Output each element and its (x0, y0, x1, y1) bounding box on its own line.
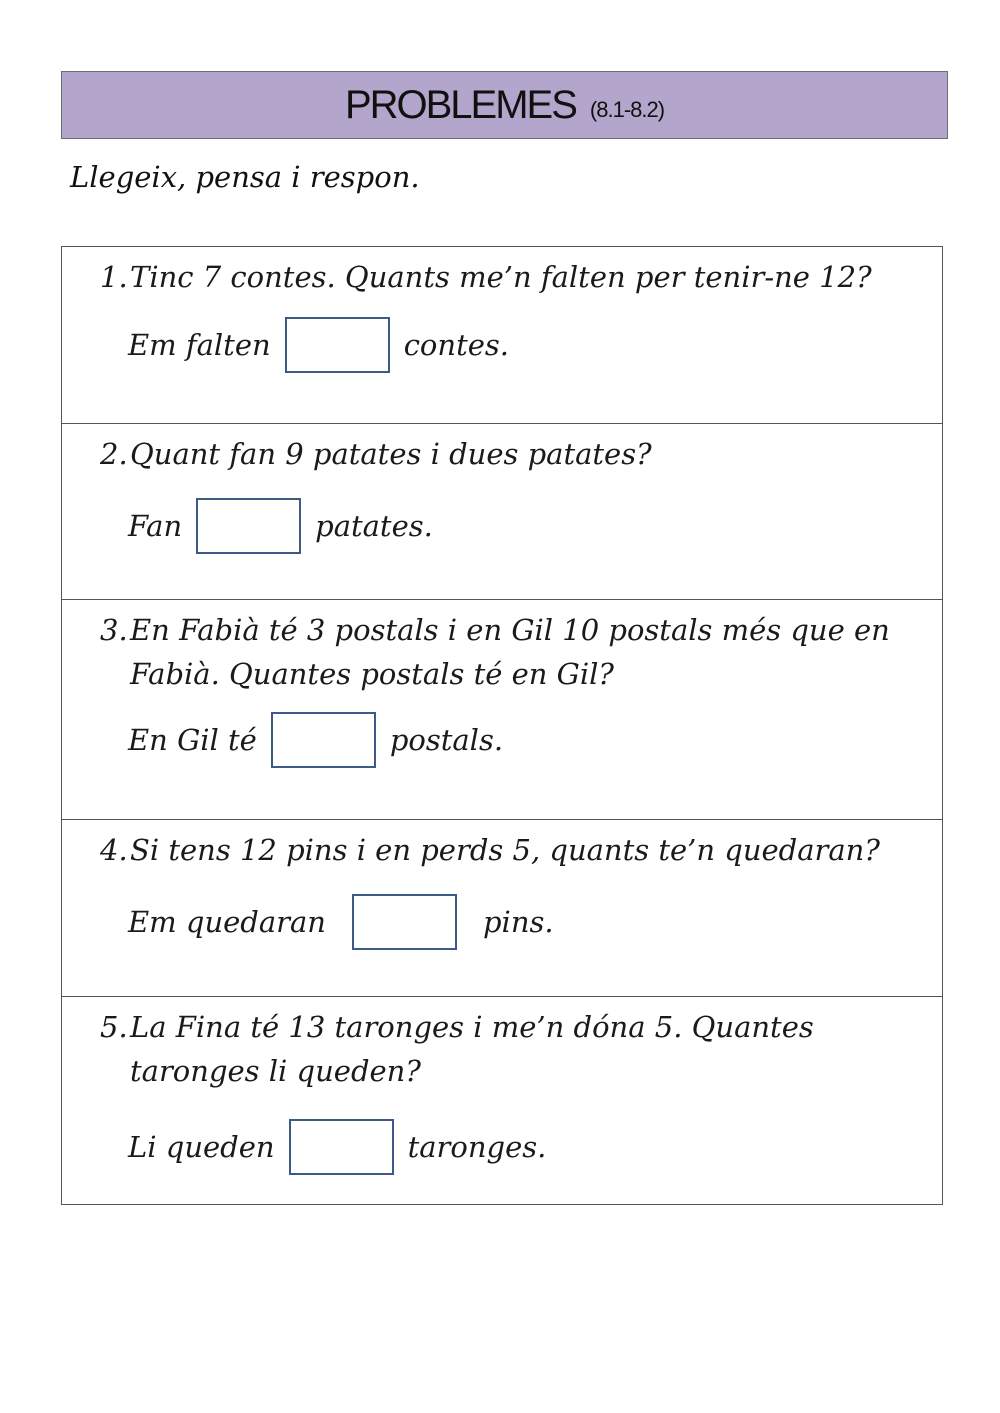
instruction-text: Llegeix, pensa i respon. (70, 160, 420, 194)
problem-question (100, 1005, 924, 1093)
answer-suffix: pins. (482, 905, 554, 939)
answer-box[interactable] (285, 317, 390, 373)
answer-row (128, 317, 509, 373)
problems-table (61, 246, 943, 1205)
problem-number: 2. (100, 437, 128, 471)
answer-box[interactable] (289, 1119, 394, 1175)
problem-5 (62, 997, 942, 1204)
problem-question (100, 828, 924, 872)
answer-box[interactable] (352, 894, 457, 950)
answer-row (128, 894, 554, 950)
answer-row (128, 712, 503, 768)
answer-row (128, 1119, 546, 1175)
problem-1 (62, 247, 942, 424)
problem-question (100, 432, 924, 476)
problem-2 (62, 424, 942, 600)
answer-box[interactable] (271, 712, 376, 768)
answer-suffix: postals. (389, 723, 504, 757)
problem-question (100, 255, 924, 299)
answer-row (128, 498, 433, 554)
problem-number: 1. (100, 260, 128, 294)
problem-question-text: La Fina té 13 taronges i me’n dóna 5. Quantes taronges li queden? (130, 1010, 814, 1088)
problem-question (100, 608, 924, 696)
answer-suffix: patates. (315, 509, 433, 543)
answer-prefix: En Gil té (128, 723, 257, 757)
problem-question-text: Tinc 7 contes. Quants me’n falten per tenir-ne 12? (130, 260, 872, 294)
answer-prefix: Li queden (128, 1130, 275, 1164)
answer-prefix: Em falten (128, 328, 271, 362)
problem-3 (62, 600, 942, 820)
answer-prefix: Em quedaran (128, 905, 326, 939)
problem-number: 5. (100, 1010, 128, 1044)
problem-number: 3. (100, 613, 128, 647)
answer-prefix: Fan (128, 509, 183, 543)
answer-box[interactable] (196, 498, 301, 554)
problem-question-text: Quant fan 9 patates i dues patates? (130, 437, 652, 471)
problem-number: 4. (100, 833, 128, 867)
problem-question-text: Si tens 12 pins i en perds 5, quants te’n quedaran? (130, 833, 880, 867)
answer-suffix: contes. (403, 328, 509, 362)
page-subtitle: (8.1-8.2) (589, 97, 665, 122)
answer-suffix: taronges. (407, 1130, 547, 1164)
page-title: PROBLEMES (344, 82, 576, 127)
header-banner (61, 71, 948, 139)
problem-4 (62, 820, 942, 997)
problem-question-text: En Fabià té 3 postals i en Gil 10 postals més que en Fabià. Quantes postals té en Gil? (130, 613, 890, 691)
